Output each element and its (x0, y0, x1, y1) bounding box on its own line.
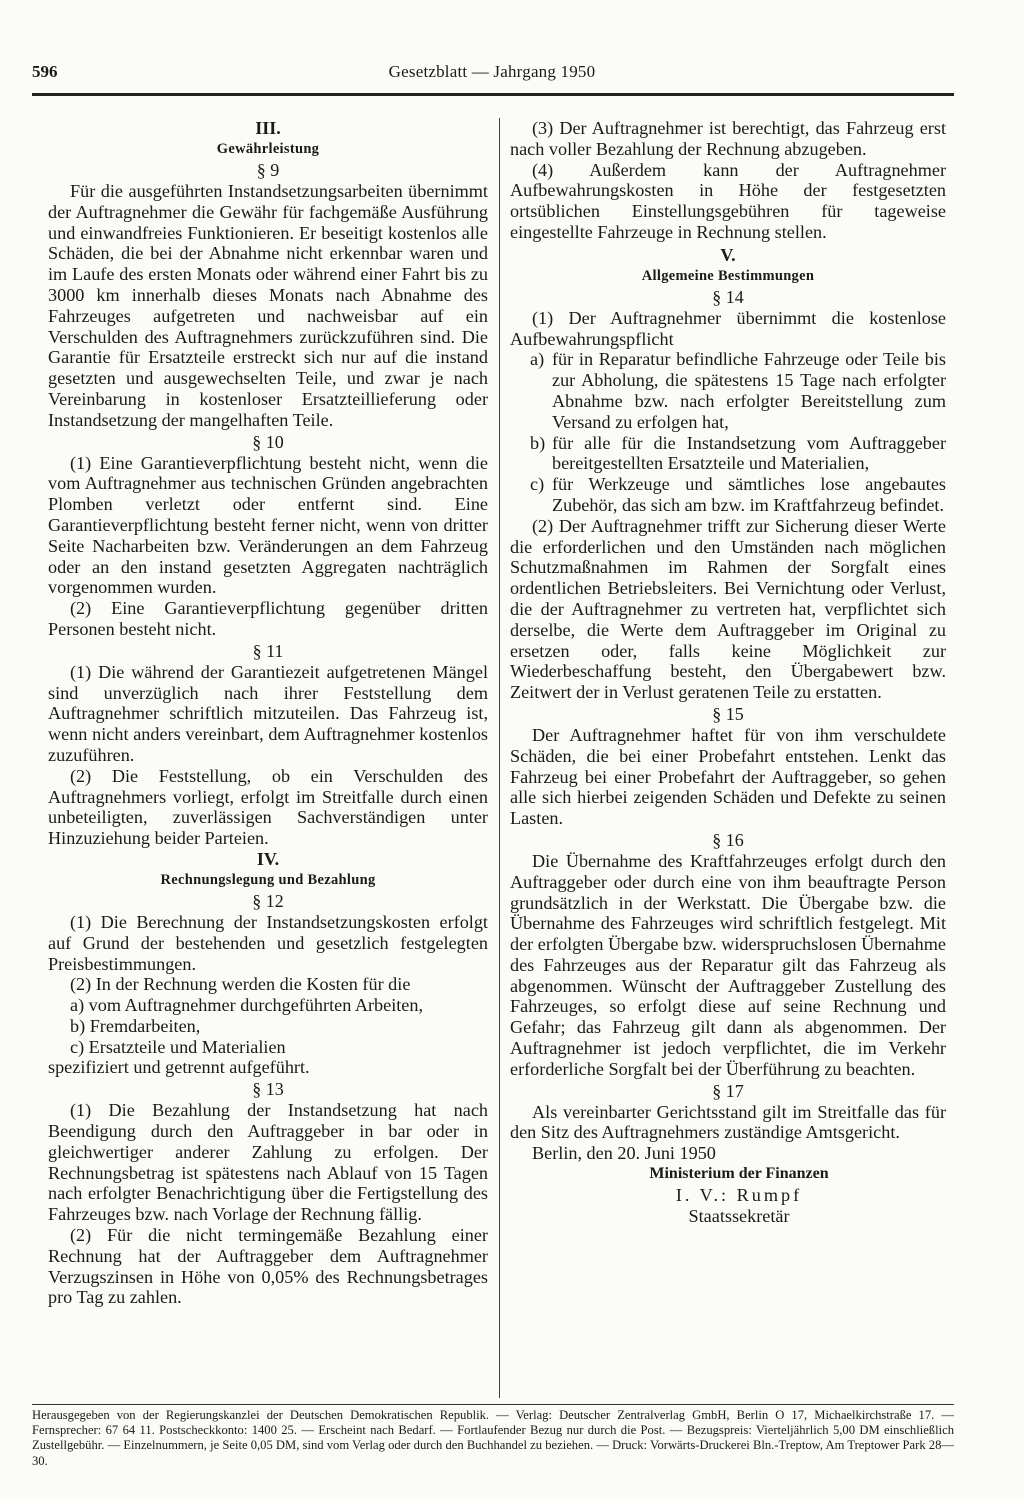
paragraph-12-1: (1) Die Berechnung der Instandsetzungskosten erfolgt auf Grund der bestehenden und gesetzlich festgelegten Preisbestimmungen. (48, 911, 488, 974)
section-5-title: Allgemeine Bestimmungen (641, 267, 815, 284)
item-b-text: für alle für die Instandsetzung vom Auftraggeber bereitgestellten Ersatzteile und Materialien, (552, 432, 946, 474)
publisher-footer: Herausgegeben von der Regierungskanzlei der Deutschen Demokratischen Republik. — Verlag: Deutscher Zentralverlag GmbH, Berlin O 17, Michaelkirchstraße 17. — Fernsprecher: 67 64 11. Postscheckkonto: 1400 25. — Erscheint nach Bedarf. — Fortlaufender Bezug nur durch die Post. — Bezugspreis: Vierteljährlich 5,00 DM einschließlich Zustellgebühr. — Einzelnummern, je Seite 0,05 DM, sind vom Verlag oder durch den Buchhandel zu beziehen. — Druck: Vorwärts-Druckerei Bln.-Treptow, Am Treptower Park 28—30. (32, 1408, 954, 1468)
paragraph-16-text: Die Übernahme des Kraftfahrzeuges erfolgt durch den Auftraggeber oder durch eine von ihm beauftragte Person grundsätzlich in der Werkstatt. Die Übergabe bzw. die Übernahme des Fahrzeuges wird schriftlich festgelegt. Mit der erfolgten Übergabe bzw. widerspruchslosen Übernahme des Fahrzeuges aus der Reparatur gilt das Fahrzeug als abgenommen. Wünscht der Auftraggeber Zustellung des Fahrzeuges, so erfolgt diese auf seine Rechnung und Gefahr; das Fahrzeug gilt dann als abgenommen. Der Auftragnehmer ist jedoch verpflichtet, die im Verkehr erforderliche Sorgfalt bei der Überführung zu beachten. (510, 850, 946, 1079)
section-5-number: V. (720, 244, 736, 265)
left-column (48, 118, 488, 1308)
paragraph-11-heading: § 11 (252, 640, 284, 661)
section-4-title: Rechnungslegung und Bezahlung (160, 871, 376, 888)
date-line: Berlin, den 20. Juni 1950 (532, 1143, 716, 1164)
paragraph-13-2: (2) Für die nicht termingemäße Bezahlung einer Rechnung hat der Auftraggeber dem Auftragnehmer Verzugszinsen in Höhe von 0,05% des Rechnungsbetrages pro Tag zu zahlen. (48, 1225, 488, 1308)
paragraph-12-heading: § 12 (252, 890, 284, 911)
paragraph-13-heading: § 13 (252, 1079, 284, 1100)
paragraph-12-item-c: c) Ersatzteile und Materialien (70, 1036, 286, 1057)
page-header (32, 62, 952, 86)
section-4-number: IV. (256, 848, 280, 869)
paragraph-11-1: (1) Die während der Garantiezeit aufgetretenen Mängel sind unverzüglich nach ihrer Feststellung dem Auftragnehmer schriftlich mitzuteilen. Das Fahrzeug ist, wenn nicht anders vereinbart, dem Auftragnehmer kostenlos zuzuführen. (48, 661, 488, 765)
paragraph-11-2: (2) Die Feststellung, ob ein Verschulden des Auftragnehmers vorliegt, erfolgt im Streitfalle durch einen unbeteiligten, zuverlässigen Sachverständigen unter Hinzuziehung beider Parteien. (48, 765, 488, 849)
paragraph-13-1: (1) Die Bezahlung der Instandsetzung hat nach Beendigung durch den Auftraggeber in bar oder in gleichwertiger anderer Zahlung zu erfolgen. Der Rechnungsbetrag ist spätestens nach Ablauf von 15 Tagen nach erfolgter Benachrichtigung über die Fertigstellung des Fahrzeuges bzw. nach Vorlage der Rechnung fällig. (48, 1100, 488, 1225)
header-rule (32, 93, 954, 96)
paragraph-12-2: (2) In der Rechnung werden die Kosten für die (70, 974, 411, 995)
paragraph-12-item-b: b) Fremdarbeiten, (70, 1015, 201, 1036)
section-3-title: Gewährleistung (216, 141, 320, 157)
paragraph-15-text: Der Auftragnehmer haftet für von ihm verschuldete Schäden, die bei einer Probefahrt entstehen. Lenkt das Fahrzeug bei einer Probefahrt der Auftraggeber, so gehen alle sich hierbei zeigenden Schäden und Defekte zu seinen Lasten. (510, 724, 946, 829)
signature: I. V.: Rumpf (675, 1184, 803, 1205)
item-c-text: für Werkzeuge und sämtliches lose angebautes Zubehör, das sich am bzw. im Kraftfahrzeug befindet. (552, 474, 946, 515)
signatory-role: Staatssekretär (688, 1205, 790, 1226)
section-3-number: III. (255, 118, 281, 138)
paragraph-10-2: (2) Eine Garantieverpflichtung gegenüber dritten Personen besteht nicht. (48, 598, 488, 639)
paragraph-13-3: (3) Der Auftragnehmer ist berechtigt, das Fahrzeug erst nach voller Bezahlung der Rechnung abzugeben. (510, 118, 946, 159)
paragraph-14-item-c (510, 474, 946, 516)
column-divider (499, 118, 500, 1398)
paragraph-9-text: Für die ausgeführten Instandsetzungsarbeiten übernimmt der Auftragnehmer die Gewähr für fachgemäße Ausführung und einwandfreies Funktionieren. Er beseitigt kostenlos alle Schäden, die bei der Abnahme nicht erkennbar waren und im Laufe des ersten Monats oder während einer Fahrt bis zu 3000 km innerhalb dieses Monats nach Abnahme des Fahrzeuges aufgetreten und nachweisbar auf ein Verschulden des Auftragnehmers zurückzuführen sind. Die Garantie für Ersatzteile erstreckt sich nur auf die instand gesetzten und ausgewechselten Teile, und zwar je nach Vereinbarung in kostenloser Ersatzteillieferung oder Instandsetzung der mangelhaften Teile. (48, 181, 488, 430)
paragraph-17-text: Als vereinbarter Gerichtsstand gilt im Streitfalle das für den Sitz des Auftragnehmers zuständige Amtsgericht. (510, 1101, 946, 1143)
item-c-marker: c) (530, 474, 545, 495)
paragraph-12-item-a: a) vom Auftragnehmer durchgeführten Arbeiten, (70, 995, 424, 1016)
paragraph-15-heading: § 15 (712, 703, 744, 724)
item-a-marker: a) (530, 349, 545, 370)
paragraph-14-2: (2) Der Auftragnehmer trifft zur Sicherung dieser Werte die erforderlichen und den Umständen nach möglichen Schutzmaßnahmen im Rahmen der Sorgfalt eines ordentlichen Betriebsleiters. Bei Vernichtung oder Verlust, die der Auftragnehmer zu vertreten hat, verpflichtet sich derselbe, die Werte dem Auftraggeber im Original zu ersetzen oder, falls keine Möglichkeit zur Wiederbeschaffung besteht, den Übergabewert bzw. Zeitwert der in Verlust geratenen Teile zu erstatten. (510, 515, 946, 703)
footer-rule (32, 1404, 954, 1405)
page-number: 596 (32, 62, 58, 81)
item-b-marker: b) (530, 432, 546, 453)
paragraph-14-item-b (510, 433, 946, 475)
paragraph-14-heading: § 14 (712, 286, 744, 307)
paragraph-16-heading: § 16 (712, 829, 744, 850)
paragraph-12-end: spezifiziert und getrennt aufgeführt. (48, 1057, 310, 1078)
ministry-name: Ministerium der Finanzen (649, 1165, 829, 1183)
running-title: Gesetzblatt — Jahrgang 1950 (388, 62, 596, 81)
paragraph-14-item-a (510, 349, 946, 432)
right-column (510, 118, 946, 1226)
paragraph-10-1: (1) Eine Garantieverpflichtung besteht nicht, wenn die vom Auftragnehmer aus technischen Gründen angebrachten Plomben verletzt oder entfernt sind. Eine Garantieverpflichtung besteht ferner nicht, wenn von dritter Seite Nacharbeiten bzw. Veränderungen an dem Fahrzeug oder an den instand gesetzten Aggregaten nachträglich vorgenommen wurden. (48, 452, 488, 598)
paragraph-9-heading: § 9 (256, 160, 280, 180)
paragraph-10-heading: § 10 (252, 431, 284, 452)
paragraph-14-1: (1) Der Auftragnehmer übernimmt die kostenlose Aufbewahrungspflicht (510, 307, 946, 349)
paragraph-17-heading: § 17 (712, 1080, 744, 1101)
paragraph-13-4: (4) Außerdem kann der Auftragnehmer Aufbewahrungskosten in Höhe der festgesetzten ortsüblichen Einstellungsgebühren für tageweise eingestellte Fahrzeuge in Rechnung stellen. (510, 159, 946, 242)
item-a-text: für in Reparatur befindliche Fahrzeuge oder Teile bis zur Abholung, die spätestens 15 Tage nach erfolgter Abnahme bzw. nach erfolgter Bereitstellung zum Versand zu erfolgen hat, (552, 349, 946, 432)
